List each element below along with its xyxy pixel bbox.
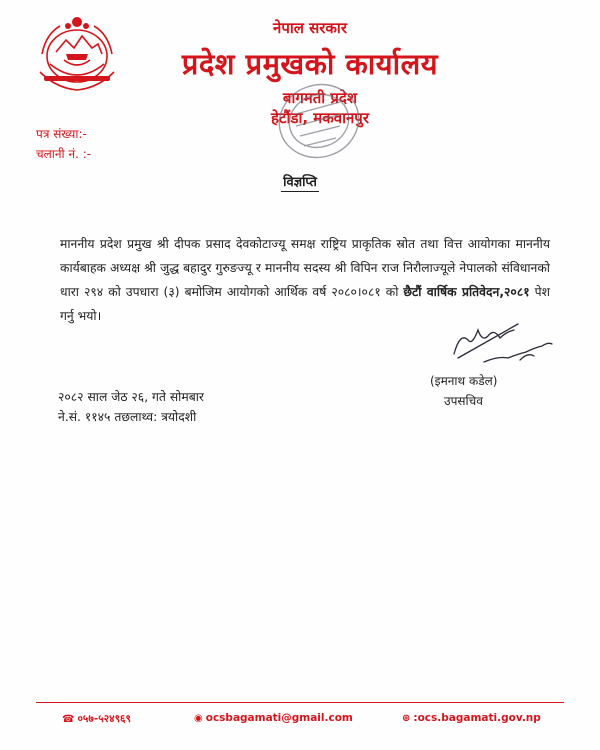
footer-phone-text: ०५७-५२४९६९ — [77, 713, 131, 725]
notice-body-after: पेश गर्नु भयो। — [60, 285, 550, 323]
ns-date: ने.सं. ११४५ तछलाथ्व: त्रयोदशी — [58, 410, 197, 424]
globe-icon: ⊕ — [402, 713, 411, 724]
notice-body — [60, 232, 550, 328]
footer-website-text[interactable]: :ocs.bagamati.gov.np — [413, 712, 541, 724]
dispatch-number-label: चलानी नं. :- — [36, 147, 92, 161]
notice-body-bold: छैटौं वार्षिक प्रतिवेदन,२०८१ — [403, 285, 530, 299]
official-stamp-icon — [274, 76, 364, 166]
notice-body-before: माननीय प्रदेश प्रमुख श्री दीपक प्रसाद देवकोटाज्यू समक्ष राष्ट्रिय प्राकृतिक स्रोत तथा वित्त आयोगका माननीय कार्यबाहक अध्यक्ष श्री जुद्ध बहादुर गुरुङज्यू र माननीय सदस्य श्री विपिन राज निरौलाज्यूले नेपालको संविधानको धारा २९४ को उपधारा (३) बमोजिम आयोगको आर्थिक वर्ष २०८०।०८१ को — [60, 237, 550, 299]
letter-number-label: पत्र संख्या:- — [36, 127, 87, 141]
footer-email[interactable] — [194, 712, 353, 724]
email-icon: ◉ — [194, 713, 203, 724]
bs-date: २०८२ साल जेठ २६, गते सोमबार — [58, 390, 204, 404]
office-address: हेटौंडा, मकवानपुर — [271, 109, 369, 127]
signature-icon — [448, 318, 558, 366]
signatory-name: (इमनाथ कडेल) — [430, 374, 498, 388]
notice-title — [0, 172, 600, 190]
phone-icon: ☎ — [62, 714, 75, 725]
notice-title-text: विज्ञप्ति — [283, 175, 317, 190]
footer-email-text[interactable]: ocsbagamati@gmail.com — [205, 712, 353, 724]
footer-divider — [36, 702, 564, 703]
footer-phone — [62, 712, 131, 726]
government-name: नेपाल सरकार — [273, 19, 347, 37]
signatory-title: उपसचिव — [444, 394, 483, 408]
province-name: बागमती प्रदेश — [282, 89, 358, 107]
footer-website[interactable] — [402, 712, 541, 724]
office-name: प्रदेश प्रमुखको कार्यालय — [181, 47, 439, 81]
